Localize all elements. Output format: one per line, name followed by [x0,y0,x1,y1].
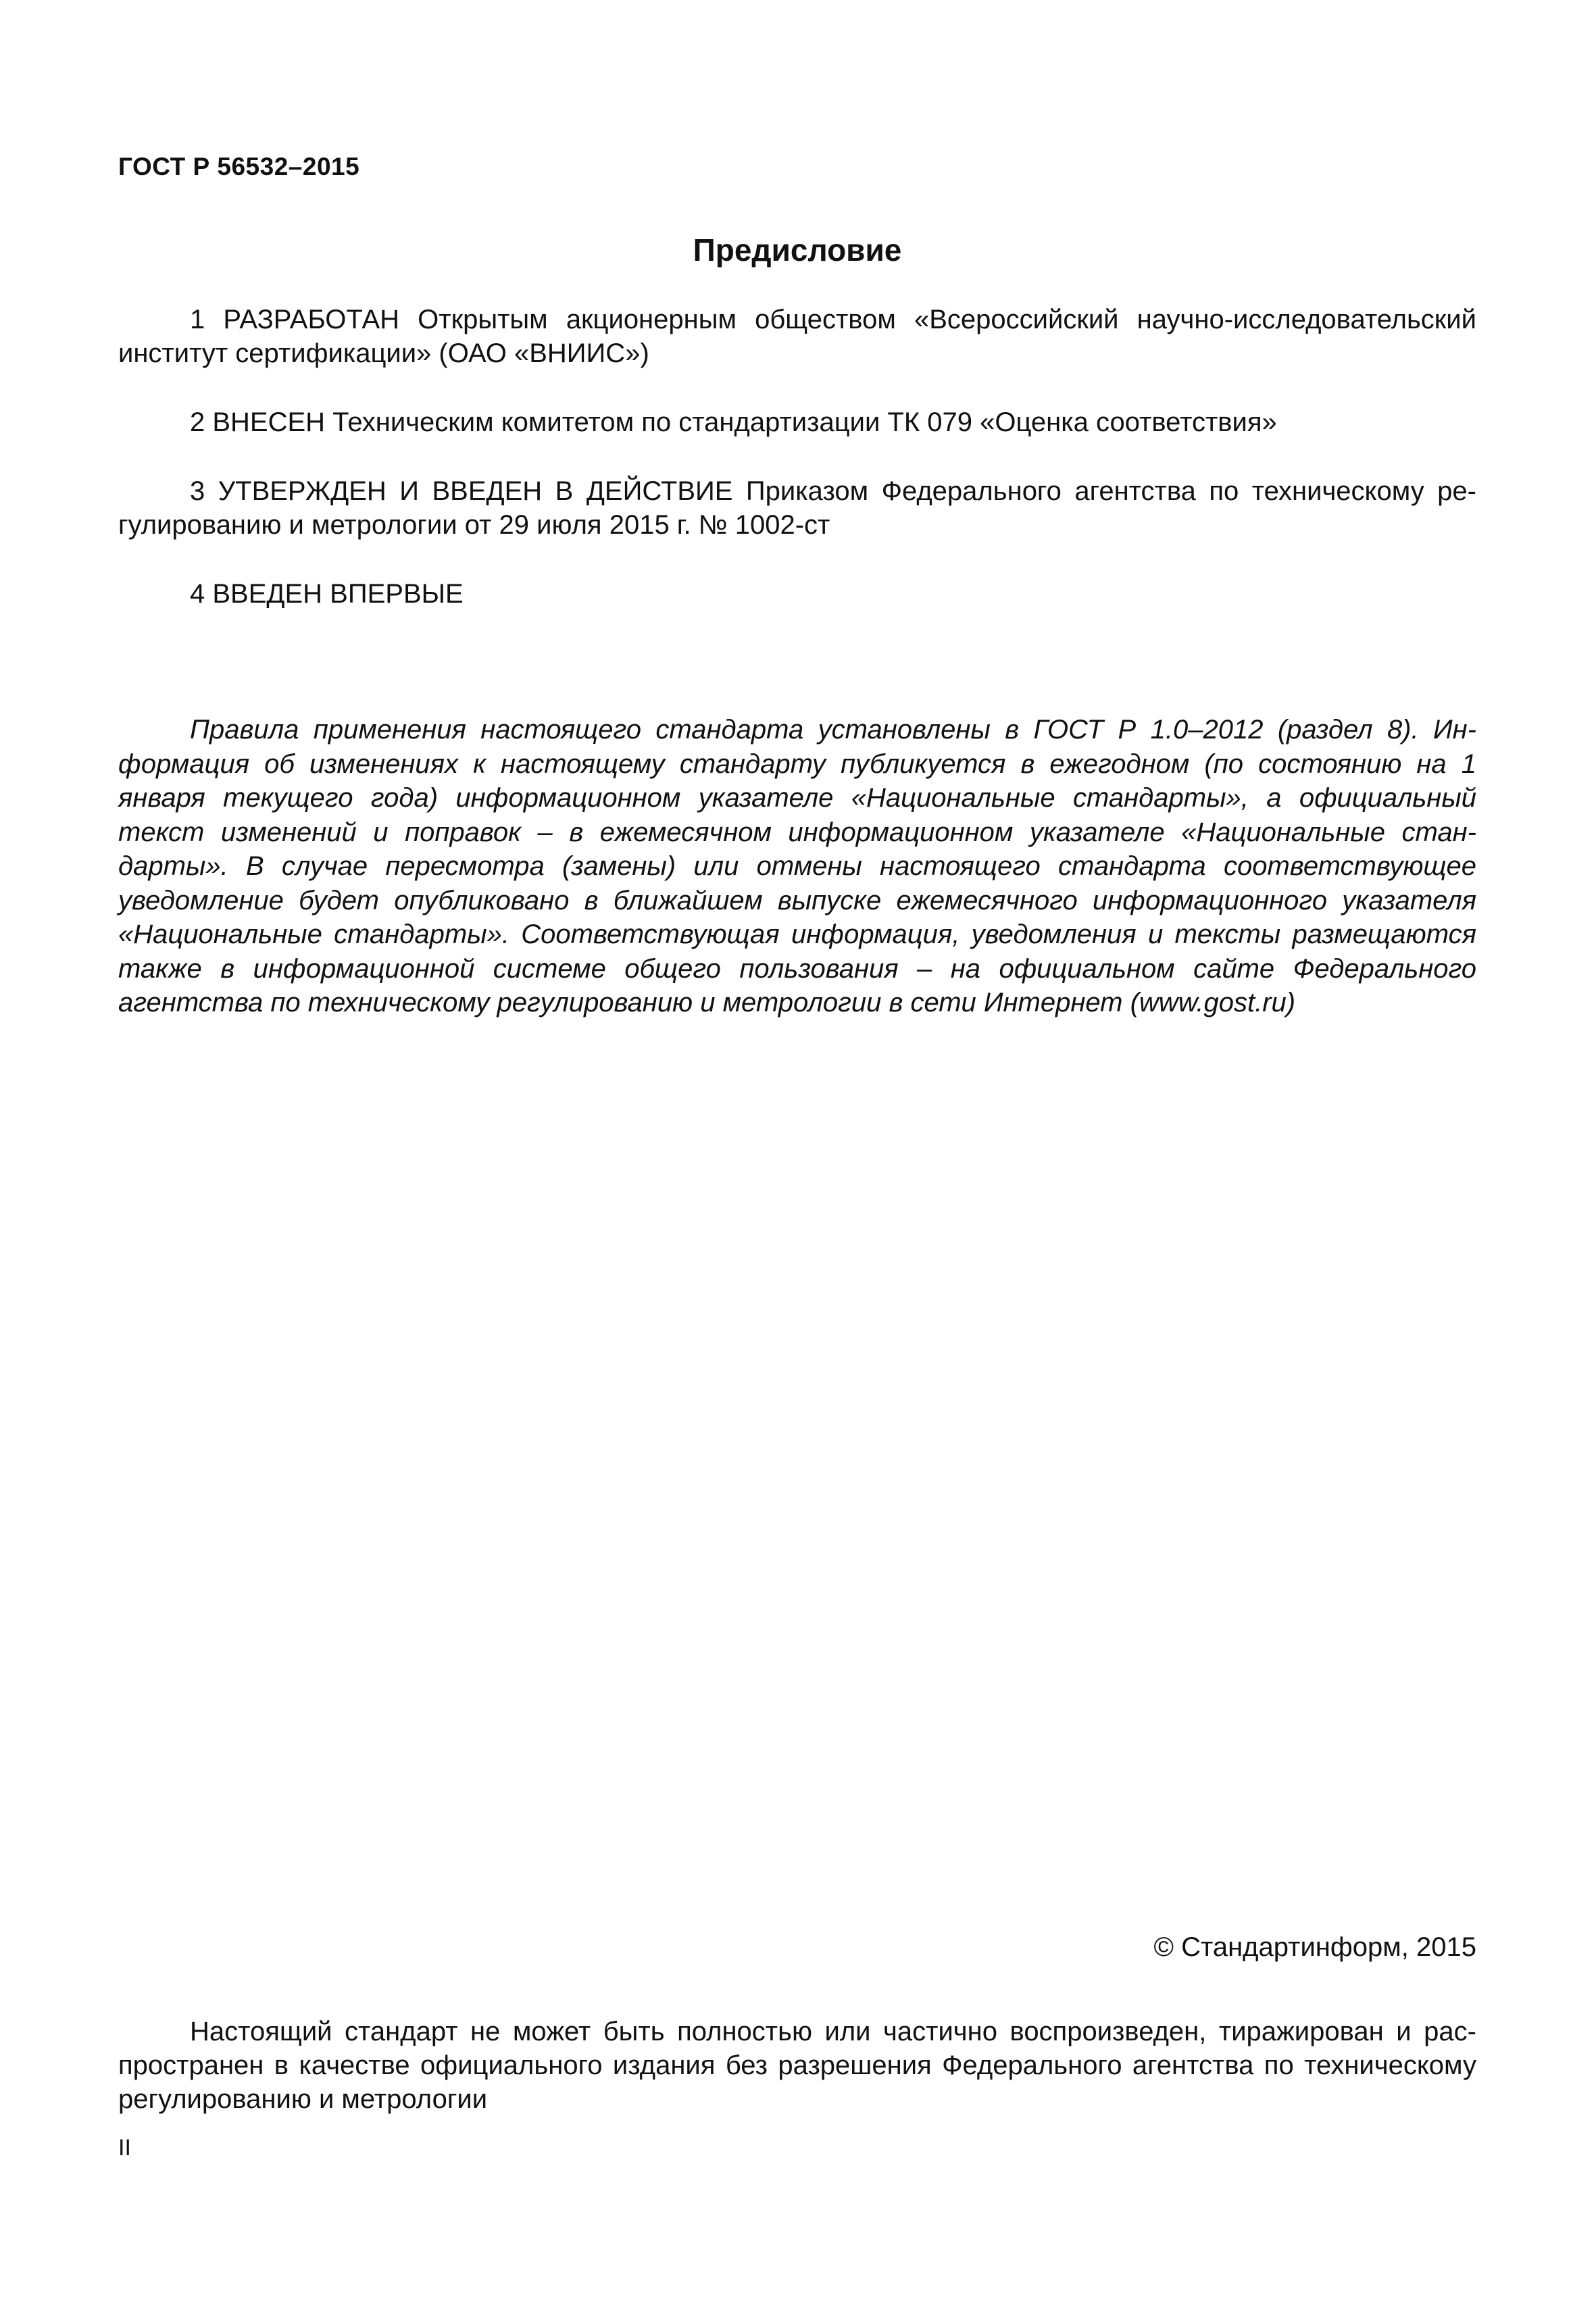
rules-block [118,713,1476,1020]
foreword-item-developed: 1 РАЗРАБОТАН Открытым акционерным обществом «Всероссийский научно-исследовательский институт сертификации» (ОАО «ВНИИС») [118,305,1476,368]
page-title: Предисловие [693,232,902,268]
foreword-item-introduced: 4 ВВЕДЕН ВПЕРВЫЕ [190,579,464,609]
copyright-line: © Стандартинформ, 2015 [1153,1932,1476,1962]
foreword-item-approved: 3 УТВЕРЖДЕН И ВВЕДЕН В ДЕЙСТВИЕ Приказом Федерального агентства по техническому регулированию и метрологии от 29 июля 2015 г. № 1002-ст [118,476,1476,540]
notice-block [118,2015,1476,2116]
foreword-items [118,303,1476,611]
rules-paragraph: Правила применения настоящего стандарта установлены в ГОСТ Р 1.0–2012 (раздел 8). Информация об изменениях к настоящему стандарту публикуется в ежегодном (по состоянию на 1 января текущего года) информационном указателе «Национальные стандарты», а официальный текст изменений и поправок – в ежемесячном информационном указателе «Национальные стандарты». В случае пересмотра (замены) или отмены настоящего стандарта соответствующее уведомление будет опубликовано в ближайшем выпуске ежемесячного информационного указателя «Национальные стандарты». Соответствующая информация, уведомления и тексты размещаются также в информационной системе общего пользования – на официальном сайте Федерального агентства по техническому регулированию и метрологии в сети Интернет (www.gost.ru) [118,715,1476,1017]
page-number: II [118,2135,131,2161]
document-code: ГОСТ Р 56532–2015 [118,153,360,180]
foreword-item-submitted: 2 ВНЕСЕН Техническим комитетом по стандартизации ТК 079 «Оценка соответствия» [190,407,1277,437]
reproduction-notice: Настоящий стандарт не может быть полностью или частично воспроизведен, тиражирован и распространен в качестве официального издания без разрешения Федерального агентства по техническому регулированию и метрологии [118,2017,1476,2114]
